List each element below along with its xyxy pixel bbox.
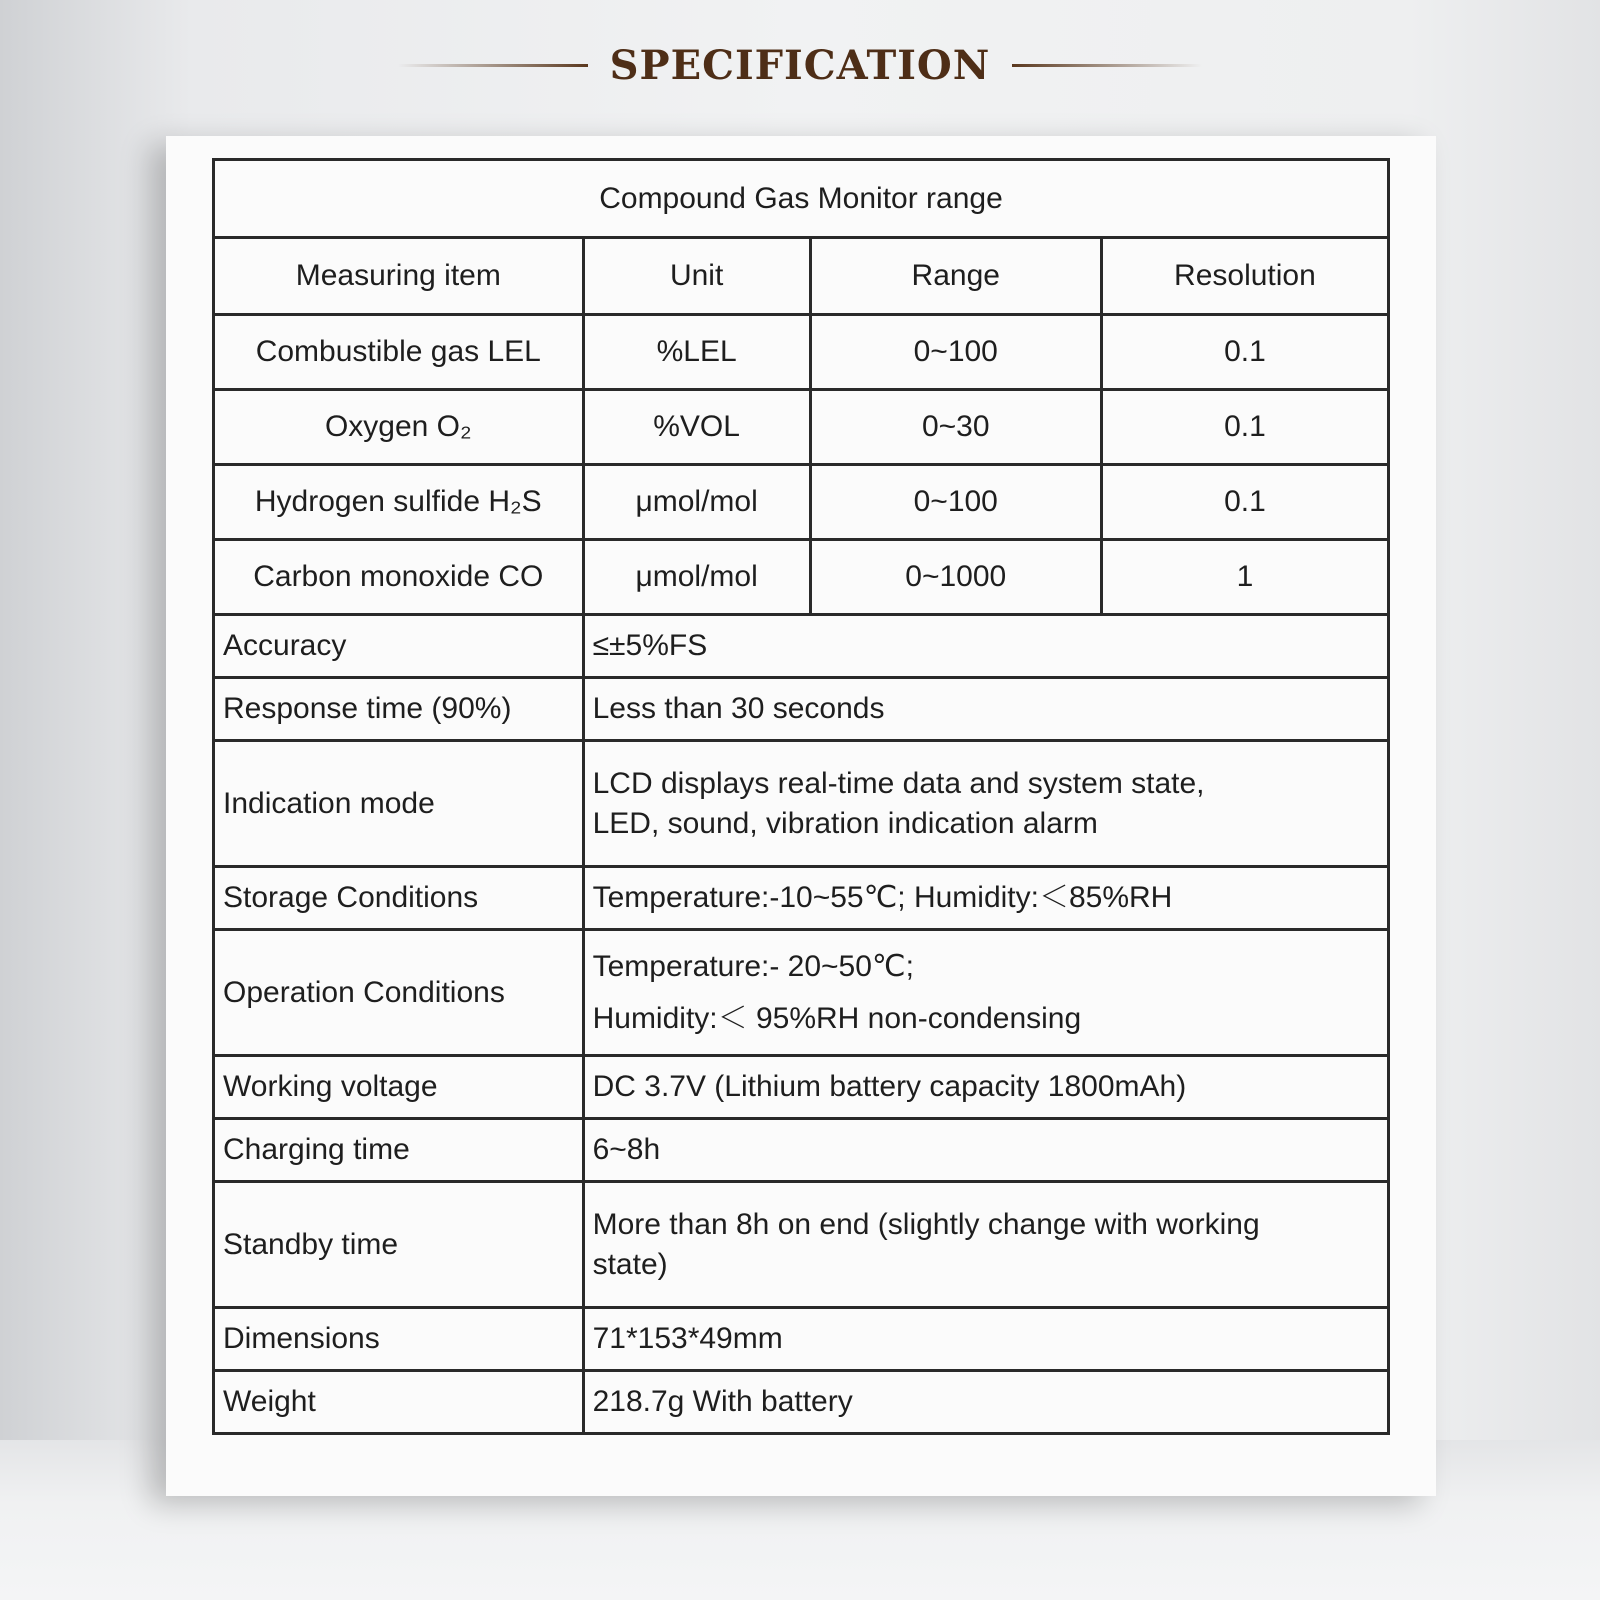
column-header-range: Range bbox=[810, 238, 1101, 315]
header-divider-left bbox=[398, 64, 588, 67]
spec-label: Standby time bbox=[214, 1182, 584, 1308]
spec-value-line: LED, sound, vibration indication alarm bbox=[592, 806, 1098, 840]
gas-unit: μmol/mol bbox=[583, 540, 810, 615]
gas-resolution: 0.1 bbox=[1101, 390, 1388, 465]
gas-item: Oxygen O₂ bbox=[214, 390, 584, 465]
spec-row-accuracy bbox=[214, 615, 1389, 678]
spec-value-line: state) bbox=[592, 1247, 668, 1281]
gas-unit: μmol/mol bbox=[583, 465, 810, 540]
spec-row-standby-time bbox=[214, 1182, 1389, 1308]
table-row bbox=[214, 465, 1389, 540]
gas-resolution: 0.1 bbox=[1101, 315, 1388, 390]
spec-value: 71*153*49mm bbox=[583, 1308, 1388, 1371]
spec-label: Operation Conditions bbox=[214, 930, 584, 1056]
column-header-resolution: Resolution bbox=[1101, 238, 1388, 315]
spec-card bbox=[166, 136, 1436, 1496]
spec-value bbox=[583, 741, 1388, 867]
table-row bbox=[214, 390, 1389, 465]
spec-value: Temperature:-10~55℃; Humidity:＜85%RH bbox=[583, 867, 1388, 930]
table-header-row bbox=[214, 238, 1389, 315]
gas-range: 0~1000 bbox=[810, 540, 1101, 615]
section-title: SPECIFICATION bbox=[609, 41, 991, 89]
section-header bbox=[0, 30, 1600, 100]
spec-value: 218.7g With battery bbox=[583, 1371, 1388, 1434]
table-row bbox=[214, 315, 1389, 390]
table-title-row bbox=[214, 160, 1389, 238]
spec-label: Response time (90%) bbox=[214, 678, 584, 741]
spec-row-response-time bbox=[214, 678, 1389, 741]
gas-item: Combustible gas LEL bbox=[214, 315, 584, 390]
spec-row-working-voltage bbox=[214, 1056, 1389, 1119]
spec-row-dimensions bbox=[214, 1308, 1389, 1371]
spec-row-indication-mode bbox=[214, 741, 1389, 867]
spec-label: Accuracy bbox=[214, 615, 584, 678]
gas-resolution: 0.1 bbox=[1101, 465, 1388, 540]
spec-label: Indication mode bbox=[214, 741, 584, 867]
spec-label: Charging time bbox=[214, 1119, 584, 1182]
spec-value: DC 3.7V (Lithium battery capacity 1800mAh) bbox=[583, 1056, 1388, 1119]
gas-resolution: 1 bbox=[1101, 540, 1388, 615]
spec-row-charging-time bbox=[214, 1119, 1389, 1182]
column-header-unit: Unit bbox=[583, 238, 810, 315]
gas-range: 0~30 bbox=[810, 390, 1101, 465]
gas-item: Carbon monoxide CO bbox=[214, 540, 584, 615]
table-row bbox=[214, 540, 1389, 615]
spec-value: Less than 30 seconds bbox=[583, 678, 1388, 741]
gas-range: 0~100 bbox=[810, 315, 1101, 390]
spec-value-line: More than 8h on end (slightly change with working bbox=[592, 1207, 1260, 1241]
spec-row-storage-conditions bbox=[214, 867, 1389, 930]
column-header-measuring-item: Measuring item bbox=[214, 238, 584, 315]
gas-unit: %VOL bbox=[583, 390, 810, 465]
spec-value bbox=[583, 1182, 1388, 1308]
gas-item: Hydrogen sulfide H₂S bbox=[214, 465, 584, 540]
header-divider-right bbox=[1012, 64, 1202, 67]
spec-label: Storage Conditions bbox=[214, 867, 584, 930]
spec-row-weight bbox=[214, 1371, 1389, 1434]
gas-range: 0~100 bbox=[810, 465, 1101, 540]
spec-row-operation-conditions bbox=[214, 930, 1389, 1056]
spec-value: 6~8h bbox=[583, 1119, 1388, 1182]
spec-label: Working voltage bbox=[214, 1056, 584, 1119]
spec-value bbox=[583, 930, 1388, 1056]
spec-value-line: Humidity:＜ 95%RH non-condensing bbox=[592, 1001, 1082, 1035]
spec-label: Dimensions bbox=[214, 1308, 584, 1371]
table-title: Compound Gas Monitor range bbox=[214, 160, 1389, 238]
spec-value: ≤±5%FS bbox=[583, 615, 1388, 678]
spec-table bbox=[212, 158, 1390, 1435]
gas-unit: %LEL bbox=[583, 315, 810, 390]
spec-value-line: LCD displays real-time data and system state, bbox=[592, 766, 1205, 800]
spec-label: Weight bbox=[214, 1371, 584, 1434]
spec-value-line: Temperature:- 20~50℃; bbox=[592, 949, 914, 983]
